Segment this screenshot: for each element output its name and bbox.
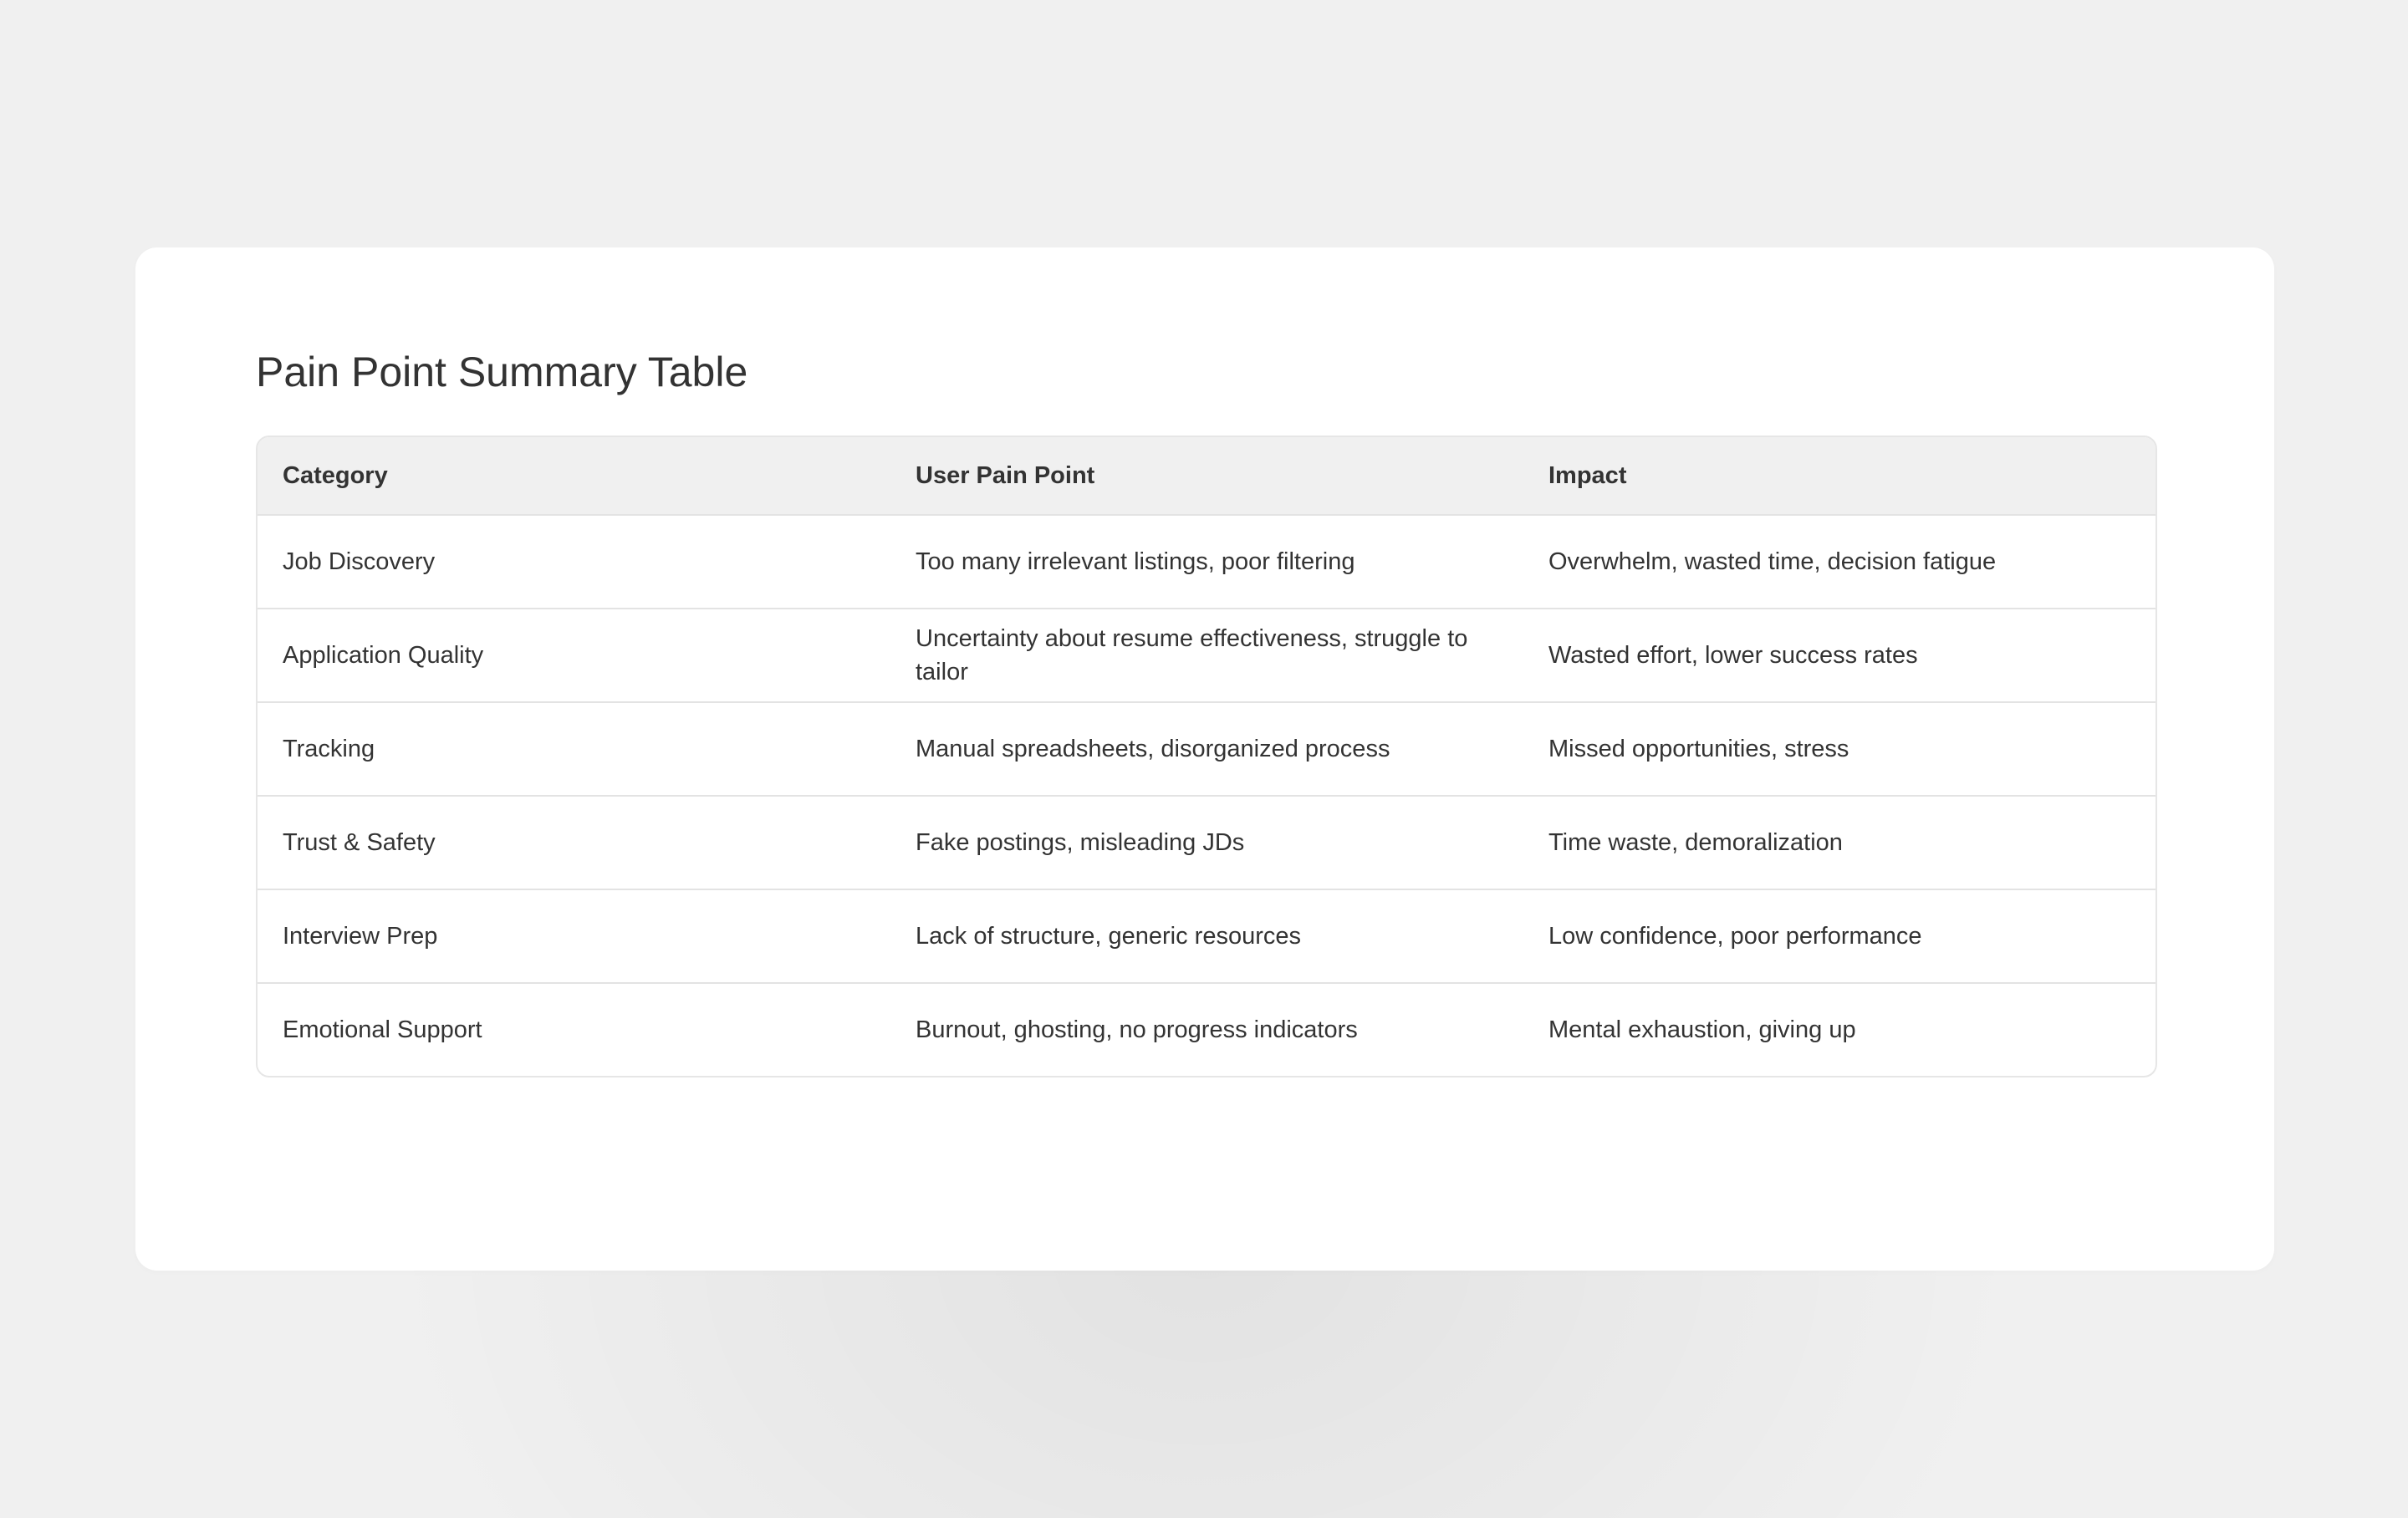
content-card bbox=[135, 247, 2274, 1271]
category-cell: Trust & Safety bbox=[258, 796, 890, 889]
table-row bbox=[258, 702, 2155, 796]
impact-cell: Time waste, demoralization bbox=[1523, 796, 2155, 889]
header-row bbox=[258, 437, 2155, 515]
column-header-user-pain-point: User Pain Point bbox=[890, 437, 1523, 515]
pain-point-table-container bbox=[256, 436, 2157, 1077]
column-header-impact: Impact bbox=[1523, 437, 2155, 515]
column-header-category: Category bbox=[258, 437, 890, 515]
pain-point-cell: Lack of structure, generic resources bbox=[890, 889, 1523, 983]
page-title: Pain Point Summary Table bbox=[256, 349, 748, 395]
impact-cell: Overwhelm, wasted time, decision fatigue bbox=[1523, 515, 2155, 609]
pain-point-cell: Too many irrelevant listings, poor filtering bbox=[890, 515, 1523, 609]
impact-cell: Mental exhaustion, giving up bbox=[1548, 1016, 1856, 1043]
category-cell: Interview Prep bbox=[258, 889, 890, 983]
category-cell: Application Quality bbox=[258, 609, 890, 702]
pain-point-table bbox=[258, 437, 2155, 1076]
table-row bbox=[258, 796, 2155, 889]
table-row bbox=[258, 889, 2155, 983]
table-body bbox=[258, 515, 2155, 1076]
pain-point-cell: Uncertainty about resume effectiveness, struggle to tailor bbox=[890, 609, 1523, 702]
table-row bbox=[258, 983, 2155, 1076]
impact-cell: Missed opportunities, stress bbox=[1523, 702, 2155, 796]
impact-cell: Wasted effort, lower success rates bbox=[1523, 609, 2155, 702]
category-cell: Tracking bbox=[258, 702, 890, 796]
category-cell: Job Discovery bbox=[258, 515, 890, 609]
pain-point-cell: Burnout, ghosting, no progress indicators bbox=[916, 1016, 1358, 1043]
category-cell: Emotional Support bbox=[283, 1016, 482, 1043]
impact-cell: Low confidence, poor performance bbox=[1523, 889, 2155, 983]
table-row bbox=[258, 515, 2155, 609]
pain-point-cell: Fake postings, misleading JDs bbox=[890, 796, 1523, 889]
table-row bbox=[258, 609, 2155, 702]
pain-point-cell: Manual spreadsheets, disorganized process bbox=[890, 702, 1523, 796]
table-header bbox=[258, 437, 2155, 515]
